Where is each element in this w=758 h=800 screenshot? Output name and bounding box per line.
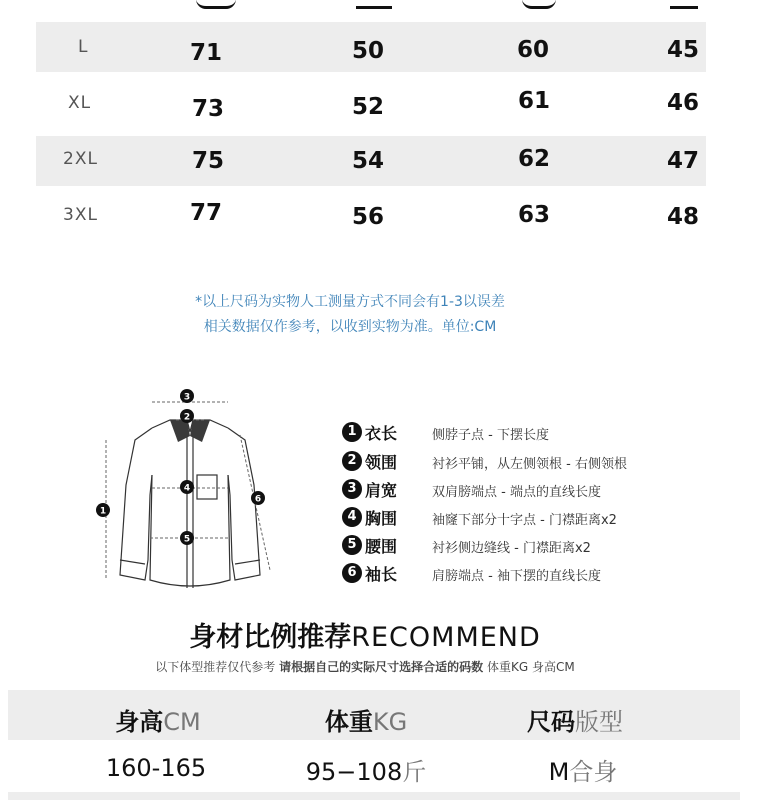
size-label: 3XL xyxy=(63,205,98,225)
table-cell: 52 xyxy=(351,94,384,120)
table-cell: 45 xyxy=(666,37,699,63)
table-cell: 48 xyxy=(666,204,699,230)
measurement-note-line1: *以上尺码为实物人工测量方式不同会有1-3以误差 xyxy=(195,294,505,310)
table-cell: 63 xyxy=(517,202,550,228)
marker-2: 2 xyxy=(183,412,191,423)
number-icon: 4 xyxy=(342,507,362,527)
marker-4: 4 xyxy=(183,483,191,494)
shirt-measurement-diagram xyxy=(90,380,290,595)
row-size xyxy=(483,752,683,787)
header-light: 版型 xyxy=(575,708,623,736)
shirt-outline xyxy=(120,420,260,588)
recommend-header-row xyxy=(8,690,740,740)
recommend-title-en: RECOMMEND xyxy=(351,622,541,653)
header-bold: 身高 xyxy=(115,708,164,736)
recommend-sub-tail: 体重KG 身高CM xyxy=(486,660,575,674)
legend-desc: 侧脖子点 - 下摆长度 xyxy=(432,428,549,443)
legend-name: 胸围 xyxy=(365,509,398,528)
table-cell: 46 xyxy=(666,90,699,116)
header-light: KG xyxy=(372,708,408,736)
weight-unit: 斤 xyxy=(402,758,427,786)
legend-desc: 袖窿下部分十字点 - 门襟距离x2 xyxy=(432,513,617,528)
size-label: 2XL xyxy=(63,149,98,169)
marker-5: 5 xyxy=(183,534,191,545)
table-cell: 71 xyxy=(189,40,222,66)
header-height xyxy=(58,702,258,737)
header-weight xyxy=(266,702,466,737)
number-icon: 3 xyxy=(342,479,362,499)
table-cell: 54 xyxy=(351,148,384,174)
table-cell: 62 xyxy=(517,146,550,172)
table-cell: 56 xyxy=(351,204,384,230)
number-icon: 2 xyxy=(342,451,362,471)
recommend-sub-bold: 请根据自己的实际尺寸选择合适的码数 xyxy=(279,660,484,674)
header-size xyxy=(475,702,675,737)
recommend-title xyxy=(0,615,730,654)
table-cell: 77 xyxy=(189,200,222,226)
number-icon: 5 xyxy=(342,535,362,555)
weight-value: 95−108 xyxy=(305,758,403,786)
legend-name: 领围 xyxy=(365,453,398,472)
table-row xyxy=(36,78,706,128)
legend-desc: 双肩膀端点 - 端点的直线长度 xyxy=(432,485,601,500)
marker-6: 6 xyxy=(254,494,262,505)
cropped-row-top xyxy=(0,0,758,10)
table-cell: 73 xyxy=(191,96,224,122)
row-weight xyxy=(266,752,466,787)
marker-3: 3 xyxy=(183,392,191,403)
recommend-next-row-cropped xyxy=(8,792,740,800)
legend-desc: 衬衫侧边缝线 - 门襟距离x2 xyxy=(432,541,591,556)
recommend-sub-normal: 以下体型推荐仅代参考 xyxy=(155,660,276,674)
diagram-markers xyxy=(96,389,265,545)
recommend-title-cn: 身材比例推荐 xyxy=(189,622,352,653)
legend-name: 衣长 xyxy=(365,424,398,443)
header-light: CM xyxy=(163,708,201,736)
size-value: M xyxy=(548,758,570,786)
size-label: XL xyxy=(68,93,92,113)
legend-desc: 肩膀端点 - 袖下摆的直线长度 xyxy=(432,569,601,584)
measurement-note-line2: 相关数据仅作参考，以收到实物为准。单位:CM xyxy=(203,319,497,335)
number-icon: 6 xyxy=(342,563,362,583)
legend-name: 袖长 xyxy=(365,565,398,584)
legend-desc: 衬衫平铺，从左侧领根 - 右侧领根 xyxy=(432,457,627,472)
table-cell: 61 xyxy=(517,88,550,114)
recommend-subtitle xyxy=(0,658,730,675)
number-icon: 1 xyxy=(342,422,362,442)
table-row xyxy=(36,22,706,72)
header-bold: 体重 xyxy=(324,708,373,736)
table-row xyxy=(36,190,706,240)
table-cell: 47 xyxy=(666,148,699,174)
table-cell: 60 xyxy=(516,37,549,63)
header-bold: 尺码 xyxy=(527,708,575,736)
recommend-data-row xyxy=(8,742,740,792)
table-row xyxy=(36,136,706,186)
legend-name: 肩宽 xyxy=(365,481,398,500)
size-label: L xyxy=(78,37,89,57)
table-cell: 50 xyxy=(351,38,384,64)
legend-name: 腰围 xyxy=(365,537,398,556)
marker-1: 1 xyxy=(99,506,107,517)
row-height: 160-165 xyxy=(105,754,207,782)
table-cell: 75 xyxy=(191,148,224,174)
fit-value: 合身 xyxy=(569,758,618,786)
